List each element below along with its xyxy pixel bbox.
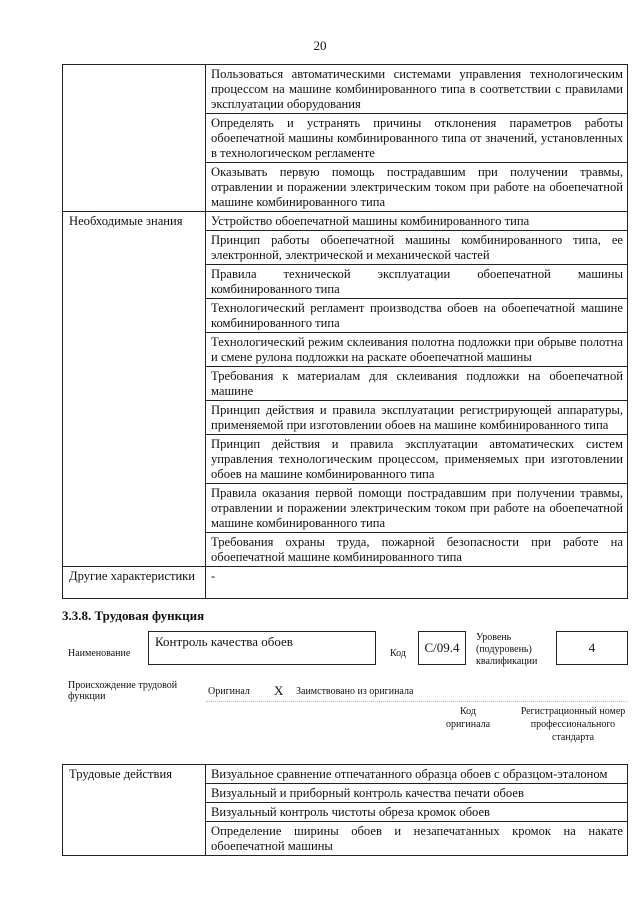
table-cell: Визуальное сравнение отпечатанного образца обоев с образцом-эталоном <box>206 765 628 784</box>
table-cell: Оказывать первую помощь пострадавшим при получении травмы, отравлении и поражении электрическим током при работе на обоепечатной машине комбинированного типа <box>206 163 628 212</box>
divider <box>206 701 628 702</box>
registration-number-label: Регистрационный номер профессионального стандарта <box>520 706 626 743</box>
level-label <box>476 632 537 668</box>
other-characteristics-value: - <box>206 567 628 599</box>
table-cell: Требования охраны труда, пожарной безопасности при работе на обоепечатной машине комбинированного типа <box>206 533 628 567</box>
table-cell: Пользоваться автоматическими системами управления технологическим процессом на машине комбинированного типа в соответствии с правилами эксплуатации оборудования <box>206 65 628 114</box>
table-row <box>63 65 628 114</box>
labor-actions-label: Трудовые действия <box>63 765 206 856</box>
origin-mark: X <box>274 683 284 698</box>
level-label-line: квалификации <box>476 656 538 667</box>
table-cell: Визуальный и приборный контроль качества печати обоев <box>206 784 628 803</box>
code-value-box: C/09.4 <box>418 631 466 665</box>
table-cell: Определять и устранять причины отклонения параметров работы обоепечатной машины комбинированного типа от значений, установленных в технологическом регламенте <box>206 114 628 163</box>
knowledge-label: Необходимые знания <box>63 212 206 567</box>
table-row <box>63 567 628 599</box>
level-label-line: Уровень <box>476 632 512 643</box>
table-cell: Визуальный контроль чистоты обреза кромок обоев <box>206 803 628 822</box>
code-original-label: Код оригинала <box>445 706 491 730</box>
level-value-box: 4 <box>556 631 628 665</box>
table-cell: Устройство обоепечатной машины комбинированного типа <box>206 212 628 231</box>
table-row <box>63 212 628 231</box>
name-label: Наименование <box>68 648 131 659</box>
table-cell: Технологический регламент производства обоев на обоепечатной машине комбинированного типа <box>206 299 628 333</box>
skills-knowledge-table <box>62 64 628 599</box>
table-cell: Правила технической эксплуатации обоепечатной машины комбинированного типа <box>206 265 628 299</box>
level-label-line: (подуровень) <box>476 644 532 655</box>
origin-label: Происхождение трудовой функции <box>68 680 178 702</box>
page-number: 20 <box>313 38 327 53</box>
table-cell: Технологический режим склеивания полотна подложки при обрыве полотна и смене рулона подложки на раскате обоепечатной машины <box>206 333 628 367</box>
table-cell: Принцип действия и правила эксплуатации регистрирующей аппаратуры, применяемой при изготовлении обоев на машине комбинированного типа <box>206 401 628 435</box>
origin-original-option: Оригинал <box>208 686 250 697</box>
labor-actions-table <box>62 764 628 856</box>
table-cell: Принцип действия и правила эксплуатации автоматических систем управления технологическим процессом, применяемых при изготовлении обоев на машине комбинированного типа <box>206 435 628 484</box>
empty-label-cell <box>63 65 206 212</box>
other-characteristics-label: Другие характеристики <box>63 567 206 599</box>
table-row <box>63 765 628 784</box>
origin-borrowed-option: Заимствовано из оригинала <box>296 686 414 697</box>
section-title: 3.3.8. Трудовая функция <box>62 608 205 623</box>
table-cell: Определение ширины обоев и незапечатанных кромок на накате обоепечатной машины <box>206 822 628 856</box>
table-cell: Правила оказания первой помощи пострадавшим при получении травмы, отравлении и поражении электрическим током при работе на обоепечатной машине комбинированного типа <box>206 484 628 533</box>
table-cell: Требования к материалам для склеивания подложки на обоепечатной машине <box>206 367 628 401</box>
table-cell: Принцип работы обоепечатной машины комбинированного типа, ее электронной, электрической и механической частей <box>206 231 628 265</box>
name-value-box: Контроль качества обоев <box>148 631 376 665</box>
code-label: Код <box>390 648 406 659</box>
